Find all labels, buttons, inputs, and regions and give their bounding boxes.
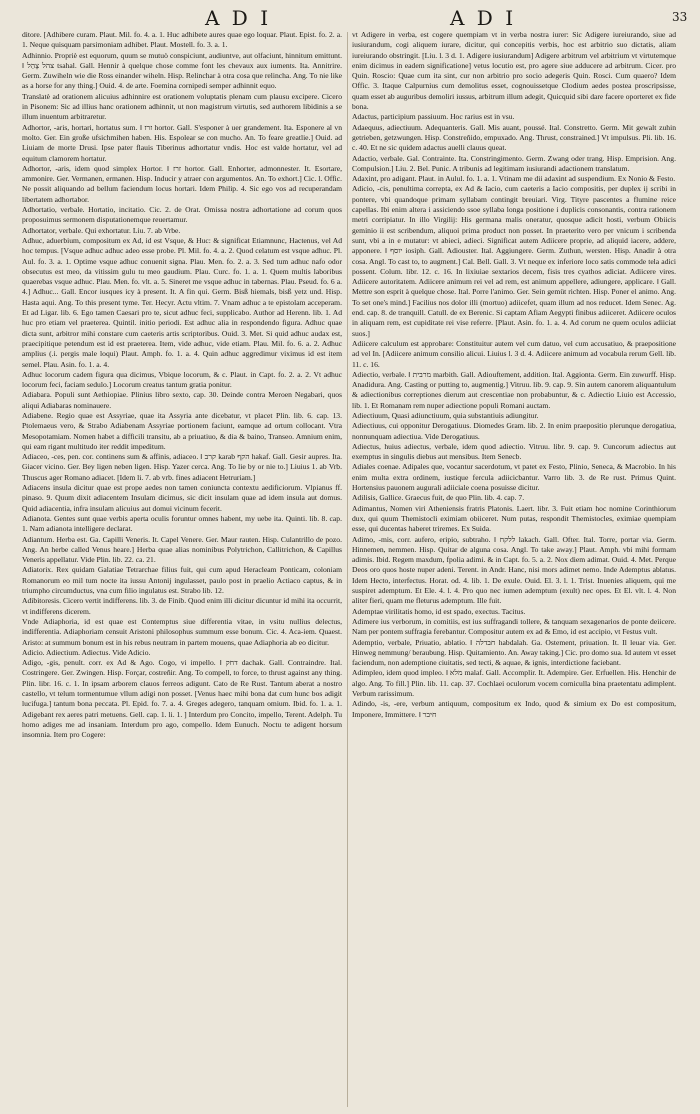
dictionary-entry: Adimere ius verborum, in comitiis, est ius suffragandi tollere, & tanquam sexagenarios de ponte deiicere. Nam per pontem suffragia ferebantur. Compositur autem ex ad & Emo, id est accipio, vt Festus vult.: [352, 616, 676, 637]
dictionary-entry: Adibitoresis. Cicero vertit indifferens. lib. 3. de Finib. Quod enim illi dicitur dicuntur id mihi ita occurrit, vt indifferens dicerem.: [22, 596, 342, 616]
dictionary-entry: Adiectiuum, Quasi adiunctiuum, quia substantiuis adiungitur.: [352, 410, 539, 420]
dictionary-entry: Vnde Adiaphoria, id est quae est Contemptus siue differentia vitae, in vsitu nullius delectus, indifferentia. Adiaphoriam censuit Aristoni philosophus summum esse bonum. Cic. 4. Aca-iem. Quaest. Aristo: at summum bonum est in his rebus neutram in partem mouens, quae Adiaphoria ab eo dicitur.: [22, 616, 342, 647]
dictionary-entry: ditore. [Adhibere curam. Plaut. Mil. fo. 4. a. 1. Huc adhibete aures quae ego loquar. Plaut. Epist. fo. 2. a. 1. Neque quisquam parsimoniam adhibet. Plaut. Mostell. fo. 3. a. 1.: [22, 30, 342, 50]
dictionary-entry: Adactio, verbale. Gal. Contrainte. Ita. Constringimento. Germ. Zwang oder trang. Hisp. Emprision. Ang. Compulsion.] Liu. 2. Bel. Punic. A tribunis ad legitimam iusiurandi adactionem translatum.: [352, 153, 676, 173]
dictionary-entry: Adianota. Gentes sunt quae verbis aperta oculis foruntur omnes habent, my uebe ita. Quinti. lib. 8. cap. 1. Nam adianota intelligere declarat.: [22, 513, 342, 534]
dictionary-entry: Adhinnio. Propriè est equorum, quum se mutuò conspiciunt, audiuntve, aut olfaciunt, hinnitum emittunt. ‖ צהל צָהַל tsahal. Gall. Hennir à quelque chose comme font les chevaux aux iuments. Ita. Annitrire. Germ. Zuwiheln wie die Ross einander wiheln. Hisp. Relinchar à otra cosa que relincha. Ang. To nie like as a horse for any thing.] Ouid. 4. de arte. Foemina cornipedi semper adhinnit equo.: [22, 50, 342, 91]
dictionary-entry: Adilisis, Gallice. Graecus fuit, de quo Plin. lib. 4. cap. 7.: [352, 493, 525, 503]
dictionary-entry: Adiectiuus, cui opponitur Derogatiuus. Diomedes Gram. lib. 2. In enim praepositio plerunque derogatiua, nonnunquam adiectiua. Vide Derogatiuus.: [352, 421, 676, 441]
dictionary-entry: Adhortor, -aris, idem quod simplex Hortor. ‖ זרז hortor. Gall. Enhorter, admonnester. It. Esortare, ammonire. Ger. Vermanen, ermanen. Hisp. Inducir y atraer con argumentos. An. To exhort.] Cic. l. Offic. Ne possit aliquando ad bellum faciendum locus hortari. Idem Philip. 4. Sic ego vos ad recuperandam libertatem adhortabor.: [22, 163, 342, 204]
dictionary-entry: Adhuc locorum cadem figura qua dicimus, Vbique locorum, & c. Plaut. in Capt. fo. 2. a. 2. Vt adhuc locorum feci, faciam sedulo.] Locorum creatus tantum gratia ponitur.: [22, 369, 342, 390]
header-right-title: A D I: [450, 6, 517, 30]
dictionary-entry: Adiicere calculum est approbare: Constituitur autem vel cum datuo, vel cum accusatiuo, & praepositione ad vel In. [Adiicere animum consilio alicui. Liuius l. 3 d. 4. Adiicere animum ad vocabula rerum Gell. lib. 11. c. 16.: [352, 338, 676, 369]
dictionary-entry: Adicio, -cis, penultima correpta, ex Ad & Iacio, cum caeteris a Iacio compositis, per duplex ij scribi in pontere, vbi quandoque primam syllabam contingit breuiari. Virg. Tityre pascentes a flumine reice capellas. Ibi enim altera i assiciendo ssoe syllaba longa positione i duplicis consonantis, contra rationem metri corripiatur. In illo Virgilij: His germana malis oneratur, quosque adicit hosti, verbum Obiicis geminio ii est scribendum, aliquoi prima product non posset. In praeterito vero per vnicum i scribenda sunt, vbi a in e mutatur: vt abieci, adieci. Significat autem Adiicere proprie, ad aliquid iacere, addere, apponere. ‖ יוסף iosiph. Gall. Adiouster. Ital. Aggiungere. Germ. Zuthun, wersten. Hisp. Anadir à otra cosa. Angl. To cast to, to augment.] Cal. Bell. Gall. 3. Vt neque ex inferiore loco satis commode tela adici possent. Colum. libr. 12. c. 16. In lixiuiae sextarios decem, fisis tres cyathos adiciat. Adiicere vires. Adiicere autoritatem. Adiicere animum rei vel ad rem, est animum appellere, adiungere, applicare. ‖ Gall. Mettre son esprit à quelque chose. Ital. Porre l'animo. Ger. Sein gemüt richten. Hisp. Poner el animo. Ang. To set one's mind.] Facilius nos dolor illi (mortuo) adiicefet, quam illum ad nos reducet. Idem Senec. Ag. end. cap. 8. de tranquill. Catull. de ex Berenic. Si captam Afiam Aegypti finibus adiiceret. Adiicere oculos in aliquam rem, est cupiditate rei vise referre. [Plaut. Asin. fo. 1. a. 4. Ad corum ne quem oculos adiiciat suos.]: [352, 184, 676, 338]
dictionary-entry: Adaequus, adiectiuum. Adequanteris. Gall. Mis auant, poussé. Ital. Constretto. Germ. Mit gewalt zuhin getrieben, getzwungen. Hisp. Constreñido, empuxado. Ang. Thrust, constrained.] Vt impulsus. Pli. lib. 16. c. 40. Et ne sic quidem adactus auelli clauus queat.: [352, 122, 676, 153]
running-header: [0, 6, 700, 32]
dictionary-entry: Ademptio, verbale, Priuatio, ablatio. ‖ חבדלה habdalah. Ga. Ostement, priuation. It. Il leuar via. Ger. Hinweg nemmung/ beraubung. Hisp. Quitamiento. An. Away taking.] Cic. pro domo sua. Id autem vt esset faciendum, non ademptione ciuitatis, sed tecti, & aquae, & ignis, interdictione faciebant.: [352, 637, 676, 668]
dictionary-entry: Adigo, -gis, penult. corr. ex Ad & Ago. Cogo, vi impello. ‖ דחק dachak. Gall. Contraindre. Ital. Costringere. Ger. Zwingen. Hisp. Forçar, costreñir. Ang. To compell, to force, to thrust against any thing. Plin. libr. 16. c. 1. In ipsam arborem clauos ferreos adigunt. Cato de Re Rust. Tantum aberat a nostro castello, vt telum tormentumue vllum adigi non posset. [Venus haec mihi bona dat cum hunc bos adigit lucifuga.] tantum bona peccata. Pl. Epid. fo. 7. a. 4. Greges adegero, tanquam omium. Ibid. fo. 1. a. 1. Adigebant rex aeres patri metuens. Gell. cap. 1. li. 1. ] Interdum pro Concito, impello, Terent. Adelph. Tu homo adiges me ad insaniam. Interdum pro ago, compello. Idem Eunuch. Noctu te adigent horsum insomnia. Item pro Cogere:: [22, 658, 342, 740]
dictionary-entry: Adhuc, aduerbium, compositum ex Ad, id est Vsque, & Huc: & significat Etiamnunc, Hactenus, vel Ad hoc tempus. [Vsque adhuc adhuc adeo esse probe. Pl. Mil. fo. 4. a. 2. Quod celatum est vsque adhuc. Pl. Aul. fo. 3. a. 1. Optime vsque adhuc conuenit signa. Plau. Men. fo. 2. a. 3. Sed tum adhuc nafo odor obsecutus est meo, da vitissim gulu tu meo gaudium. Plau. Curc. fo. 1. a. 1. Quem multis laboribus quaerebas vsque adhuc. Plau. Men. fo. vlt. a. 5. Sineret me vsque adhuc in tabernas. Plau. Pseud. fo. 6 a. 4.] Adhuc... Gall. Encor iusques icy à present. It. A fin qui. Germ. Bisß hiemals, bisß yetz und. Hisp. Hasta aqui. Ang. To this present tyme. Ter. Hecyr. Actu vltim. 7. Vnam adhuc a te epistolam acceperam. Et ad Ligar. lib. 6. Ego tamen Caesari pro te, sicut adhuc feci, supplicabo. Author ad Herenn. lib. 1. Ad huc pro etiam vel praeterea. Quintil. initio periodi. Est adhuc alia in respondendo figura. Adhuc quae dicta sunt, arbitror mihi constare cum caeteris artis scriptoribus. Ouid. 3. Met. Si quid adhuc audax est, praecipitique petendum est id est praeterea. Item, vide adhuc, vide etiam. Plau. Mil. fo. 6. a. 2. Adhuc amplius (.i. pergis male loqui) Plaut. Amph. fo. 1. a. 4. Quin adhuc aggredimur viximus id est item semel. Plau. Asin. fo. 1. a. 4.: [22, 235, 342, 369]
dictionary-entry: Adhortatio, verbale. Hortatio, incitatio. Cic. 2. de Orat. Omissa nostra adhortatione ad corum quos proposuimus sermonem disputationemque reuertamur.: [22, 205, 342, 225]
dictionary-entry: Adiectus, huius adiectus, verbale, idem quod adiectio. Vitruu. libr. 9. cap. 9. Cuncorum adiectus aut exemptus in singulis diebus aut mensibus. Item Senecb.: [352, 441, 676, 462]
dictionary-entry: Ademptae virilitatis homo, id est spado, exectus. Tacitus.: [352, 606, 526, 616]
dictionary-entry: Adiales coenae. Adipales que, vocantur sacerdotum, vt patet ex Festo, Plinio, Seneca, & Macrobio. In his enim multa extra ordinem, iustique fercula adiicicbantur. Varro lib. 3. de Re rust. Primus Quint. Hortensius pauonem augurali adiiciale coena posuisse dicitur.: [352, 462, 676, 493]
dictionary-entry: Adindo, -is, -ere, verbum antiquum, compositum ex Indo, quod & simium ex Do est compositum, Imponere, Immittere. ‖ חיבר: [352, 699, 676, 719]
right-column: [352, 30, 676, 1110]
dictionary-entry: Adaxint, pro adigant. Plaut. in Aulul. fo. 1. a. 1. Vtinam me dii adaxint ad suspendium. Ex Nonio & Festo.: [352, 174, 676, 184]
dictionary-entry: Adimantus, Nomen viri Atheniensis fratris Platonis. Laert. libr. 3. Fuit etiam hoc nomine Corinthiorum dux, qui quum Themistocli eximiam obiiceret. Num putas, respondit Themistocles, eximiae quempiam esse, qui ducentas haberet triremes. Ex Suida.: [352, 503, 676, 534]
dictionary-entry: Adiatorix. Rex quidam Galatiae Tetrarchae filius fuit, qui cum apud Heracleam Ponticam, coloniam Romanorum eo mil tum nocte ita iussu Antonij ingulasset, paulo post in praelio Actiaco captus, & in triumpho circumductus, vna cum filio ingulatus est. Strabo lib. 12.: [22, 565, 342, 596]
header-left-title: A D I: [205, 6, 272, 30]
dictionary-entry: vt Adigere in verba, est cogere quempiam vt in verba nostra iurer: Sic Adigere iureiurando, siue ad iusiurandum, cogi aliquem iurare, dicitur, qui concepitis verbis, hoc est arbitrio suo dictatis, aliam iureiurando obstringit. [Liu. l. 3 d. 1. Adigere iusiurandum] Adigere arbitrum vel arbitrium vt virtutemque enim dicimus in eadem significatione] vetus locutio est, pro agere siue adducere ad arbitrum. Cicer. pro Quin. Roscio: Quae cum ita sint, cur non arbitrio pro socio adegeris Quin. Rosci. Cum quaero? Idem Offic. 3. Itaque Calpurnius cum demolitus esset, cognouissetque Clodium aedes postea proscripsisse, quam esset ab auguribus demoliri iussus, arbitrum illum adegit, Quicquid sibi dare facere oporteret ex fide bona.: [352, 30, 676, 112]
dictionary-entry: Adimo, -mis, corr. aufero, eripio, subtraho. ‖ ללקח lakach. Gall. Ofter. Ital. Torre, portar via. Germ. Hinnemen, nemmen. Hisp. Quitar de alguna cosa. Angl. To take away.] Plaut. Amph. vbi mihi formam adimis. Ibid. Regem maxdum, fpolia adimi. & in Capt. fo. 5. a. 2. Nox diem adimat. Ouid. 4. Met. Perque Deos oro quos hoste nuper adeni. Terent. in Andr. Hanc, nisi mors adimet nemo. Inde Ademptus ablatus. Idem Hecto, interfectus. Horat. od. 4. lib. 1. De exule. Ouid. El. 3. l. 1. Trist. Inuenies aliquem, qui me suspiret ademptum. Et Ele. 4. l. 4. Pro quo nec iumen ademptum (exult) nec opes. Et El. vlt. l. 4. Non aliter fieri, quam me fleturus ademptum. Ille fuit.: [352, 534, 676, 606]
dictionary-entry: Adiantum. Herba est. Ga. Capilli Veneris. It. Capel Venere. Ger. Maur rauten. Hisp. Culantrillo de pozo. Ang. An herbe called Venus heare.] Herba quae alias nominibus Polytrichon, Callitrichon, & Capillus Veneris appellatur. Vide Plin. lib. 22. ca. 21.: [22, 534, 342, 565]
dictionary-entry: Adiacens insula dicitur quae est prope aedes non tamen coniuncta contextu aedificiorum. Vlpianus ff. pinaso. 9. Quum dixit adiacentem Insulam dicimus, sic dicit insulam quae ad idem insula aut domus. Quid adiacentia, infra insulam alicuius aut domui vicinum fecerit.: [22, 483, 342, 513]
dictionary-entry: Adactus, participium passiuum. Hoc rarius est in vsu.: [352, 112, 515, 122]
dictionary-entry: Adiaceo, -ces, pen. cor. continens sum & affinis, adiaceo. ‖ קרב karab הקף hakaf. Gall. Gesir aupres. Ita. Giacer vicino. Ger. Bey ligen neben ligen. Hisp. Yazer cerca. Ang. To lie by or nie to.] Liuius 1. ab Vrb. Thuscus ager Romano adiacet. [Idem li. 7. ab vrb. fines adiacent Hetruriam.]: [22, 452, 342, 482]
dictionary-entry: Adiectio, verbale. ‖ מרבית marbith. Gall. Adiouftement, addition. Ital. Aggionta. Germ. Ein zuwurff. Hisp. Anadidura. Ang. Casting or putting to, augmentig.] Vitruu. lib. 9. cap. 9. Sin autem canorem aliquantulum & adiectionibus correptiones dierum aut crescentiae non probabuntur, & c. Adiectio Liuio est Accessio, lib. 1. Et Romanam rem nuper adiectione populi Romani auctam.: [352, 369, 676, 410]
dictionary-entry: Adiabara. Populi sunt Aethiopiae. Plinius libro sexto, cap. 30. Deinde contra Meroen Negabari, quos aliqui Adiabaras nominauere.: [22, 390, 342, 410]
dictionary-entry: Adhortor, -aris, hortari, hortatus sum. ‖ זרז hortor. Gall. S'esponer à uer grandement. Ita. Esponere al vn molto. Ger. Ein große ufsichmihen haben. His. Espolear se con mucho. An. To feare greatlie.] Ouid. ad Liuiam de morte Drusi. Ipse pater flauis Tiberinus adhortatur vndis. Hoc est valde hortatur, vel ad equitum clamorem hortatur.: [22, 122, 342, 163]
page-number: 33: [672, 10, 688, 24]
dictionary-entry: Adhortator, verbale. Qui exhortatur. Liu. 7. ab Vrbe.: [22, 225, 181, 235]
dictionary-entry: Adiabene. Regio quae est Assyriae, quae ita Assyria ante dicebatur, vt placet Plin. lib. 6. cap. 13. Ptolemaeus vero, & Strabo Adiabenam Assyriae portionem faciunt, eamque ad ortum collocant. Vtra Mesopotamiam. Nomen habet a difficili transitu, ab a priuatiuo, & dia & baino, Transeo. Amnium enim, qui eam rigant multitudo iter reddit impeditum.: [22, 410, 342, 451]
left-column: [22, 30, 342, 1110]
dictionary-entry: Adimpleo, idem quod impleo. ‖ מלא malaf. Gall. Accomplir. It. Adempire. Ger. Erfuellen. His. Henchir de algo. Ang. To fill.] Plin. lib. 11. cap. 37. Cochlaei oculorum vocem corniculla bina praetentatu adimplent. Verbum rarissimum.: [352, 668, 676, 698]
dictionary-entry: Translatè ad orationem alicuius adhinnire est orationem voluptatis plenam cum plausu excipere. Cicero in Pisonem: Sic ad illius hanc orationem adhinnit, ut non magistrum virtutis, sed authorem libidinis a se illum inuentum arbitraretur.: [22, 91, 342, 122]
dictionary-entry: Adicio. Adiectium. Adiectus. Vide Adicio.: [22, 647, 151, 657]
column-divider: [347, 32, 348, 1107]
